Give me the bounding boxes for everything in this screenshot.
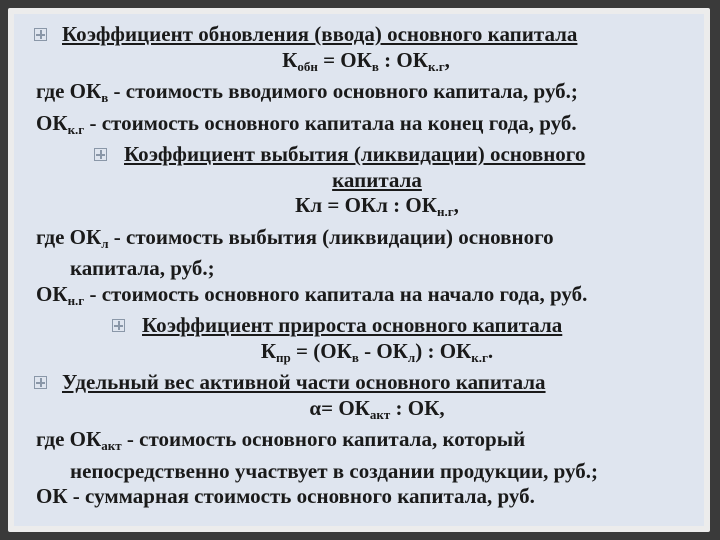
definition-text: - стоимость основного капитала на конец года, руб. (84, 110, 577, 135)
formula-sub: акт (369, 406, 391, 422)
formula-sub: в (371, 58, 379, 74)
definition-sub: в (101, 90, 109, 105)
formula-sub: пр (276, 349, 291, 365)
bullet-retirement (14, 142, 704, 168)
bullet-growth-label: Коэффициент прироста основного капитала (142, 313, 563, 337)
formula-text: К (282, 47, 298, 72)
definition-text: - стоимость основного капитала, который (121, 427, 526, 451)
bullet-renewal-label: Коэффициент обновления (ввода) основного капитала (62, 22, 578, 46)
box-plus-icon (112, 319, 125, 332)
box-plus-icon (94, 148, 107, 161)
formula-active-share (14, 396, 704, 428)
box-plus-icon (34, 28, 47, 41)
slide (8, 8, 710, 532)
definition-sub: к.г (67, 121, 85, 137)
formula-text: : ОК, (390, 395, 445, 420)
definition-sub: н.г (67, 292, 85, 308)
definition-text: где ОК (36, 79, 102, 103)
slide-content (14, 22, 704, 510)
formula-text: - ОК (358, 338, 408, 363)
definition-text: непосредственно участвует в создании продукции, руб.; (70, 458, 598, 483)
formula-text: : ОК (378, 47, 428, 72)
definition-ok-akt-cont (14, 459, 704, 485)
definition-ok-v (14, 79, 704, 111)
definition-ok-ng (14, 282, 704, 314)
definition-ok-akt (14, 427, 704, 459)
formula-sub: н.г (436, 204, 454, 219)
formula-text: К (260, 338, 277, 363)
formula-sub: в (351, 349, 359, 365)
definition-ok-total (14, 484, 704, 510)
definition-ok-l (14, 225, 704, 257)
definition-ok-kg (14, 111, 704, 143)
formula-text: . (487, 338, 494, 363)
definition-text: где ОК (36, 427, 102, 451)
formula-sub: обн (297, 58, 318, 74)
formula-sub: к.г (471, 349, 488, 365)
bullet-active-share-label: Удельный вес активной части основного капитала (62, 370, 546, 394)
definition-text: - стоимость основного капитала на начало года, руб. (84, 281, 588, 306)
bullet-active-share (14, 370, 704, 396)
formula-text: Кл = ОКл : ОК (295, 193, 437, 217)
formula-renewal (14, 48, 704, 80)
definition-text: ОК - суммарная стоимость основного капитала, руб. (36, 484, 535, 508)
definition-text: - стоимость выбытия (ликвидации) основного (108, 224, 554, 249)
formula-text: = (ОК (290, 338, 352, 363)
formula-sub: к.г (427, 58, 445, 74)
definition-text: ОК (36, 110, 68, 135)
bullet-retirement-label: Коэффициент выбытия (ликвидации) основного (124, 142, 586, 166)
formula-growth (14, 339, 704, 371)
formula-sub: л (407, 349, 416, 365)
box-plus-icon (34, 376, 47, 389)
definition-sub: л (101, 235, 109, 251)
formula-text: α= ОК (309, 395, 370, 420)
definition-text: ОК (36, 281, 68, 306)
bullet-growth (14, 313, 704, 339)
definition-sub: акт (101, 438, 122, 453)
bullet-renewal (14, 22, 704, 48)
formula-text: = ОК (317, 47, 372, 72)
slide-body (14, 14, 704, 526)
definition-text: капитала, руб.; (70, 256, 215, 280)
formula-text: ) : ОК (415, 338, 472, 363)
definition-ok-l-cont (14, 256, 704, 282)
formula-text: , (453, 193, 459, 217)
definition-text: где ОК (36, 224, 102, 249)
bullet-retirement-cont (14, 168, 704, 194)
formula-text: , (444, 47, 450, 72)
formula-retirement (14, 193, 704, 225)
bullet-retirement-label-cont: капитала (332, 167, 422, 192)
definition-text: - стоимость вводимого основного капитала, руб.; (108, 79, 578, 103)
